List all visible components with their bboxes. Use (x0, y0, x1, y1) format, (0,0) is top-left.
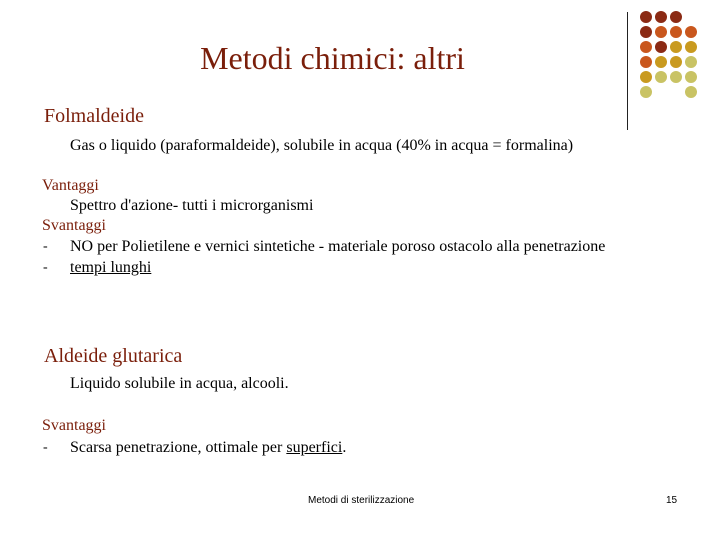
disadvantage-item: tempi lunghi (70, 259, 152, 276)
decorative-dot (640, 11, 652, 23)
section-description-formaldeide: Gas o liquido (paraformaldeide), solubile in acqua (40% in acqua = formalina) (70, 137, 574, 154)
decorative-dot (655, 56, 667, 68)
disadvantages-label: Svantaggi (42, 217, 106, 234)
advantages-text: Spettro d'azione- tutti i microrganismi (70, 197, 314, 214)
decorative-dot (640, 41, 652, 53)
decorative-dot (640, 26, 652, 38)
page-number: 15 (666, 495, 678, 506)
section-heading-aldeide-glutarica: Aldeide glutarica (44, 345, 183, 367)
divider-line (627, 12, 628, 130)
decorative-dot (640, 71, 652, 83)
disadvantages-label: Svantaggi (42, 417, 106, 434)
decorative-dot (685, 56, 697, 68)
decorative-dot (670, 11, 682, 23)
disadvantage-text: Scarsa penetrazione, ottimale per (70, 439, 287, 456)
decorative-dot (685, 26, 697, 38)
decorative-dot (640, 56, 652, 68)
disadvantage-period: . (342, 439, 347, 456)
disadvantage-item (70, 438, 346, 458)
disadvantage-item: NO per Polietilene e vernici sintetiche - materiale poroso ostacolo alla penetrazione (70, 238, 606, 255)
bullet-dash: - (43, 260, 48, 275)
decorative-dot (640, 86, 652, 98)
decorative-dot (655, 26, 667, 38)
decorative-dot (685, 86, 697, 98)
disadvantage-underlined-text: superfici (286, 439, 343, 456)
decorative-dot (655, 41, 667, 53)
decorative-dot (685, 41, 697, 53)
decorative-dot (670, 26, 682, 38)
section-description-aldeide-glutarica: Liquido solubile in acqua, alcooli. (70, 375, 289, 392)
decorative-dot (655, 11, 667, 23)
footer-title: Metodi di sterilizzazione (308, 495, 415, 506)
bullet-dash: - (43, 239, 48, 254)
page-title: Metodi chimici: altri (200, 40, 465, 76)
decorative-dot (655, 71, 667, 83)
decorative-dot (670, 41, 682, 53)
bullet-dash: - (43, 440, 48, 455)
advantages-label: Vantaggi (42, 177, 99, 194)
section-heading-formaldeide: Folmaldeide (44, 105, 144, 127)
decorative-dot (670, 71, 682, 83)
decorative-dot (670, 56, 682, 68)
decorative-dot (685, 71, 697, 83)
